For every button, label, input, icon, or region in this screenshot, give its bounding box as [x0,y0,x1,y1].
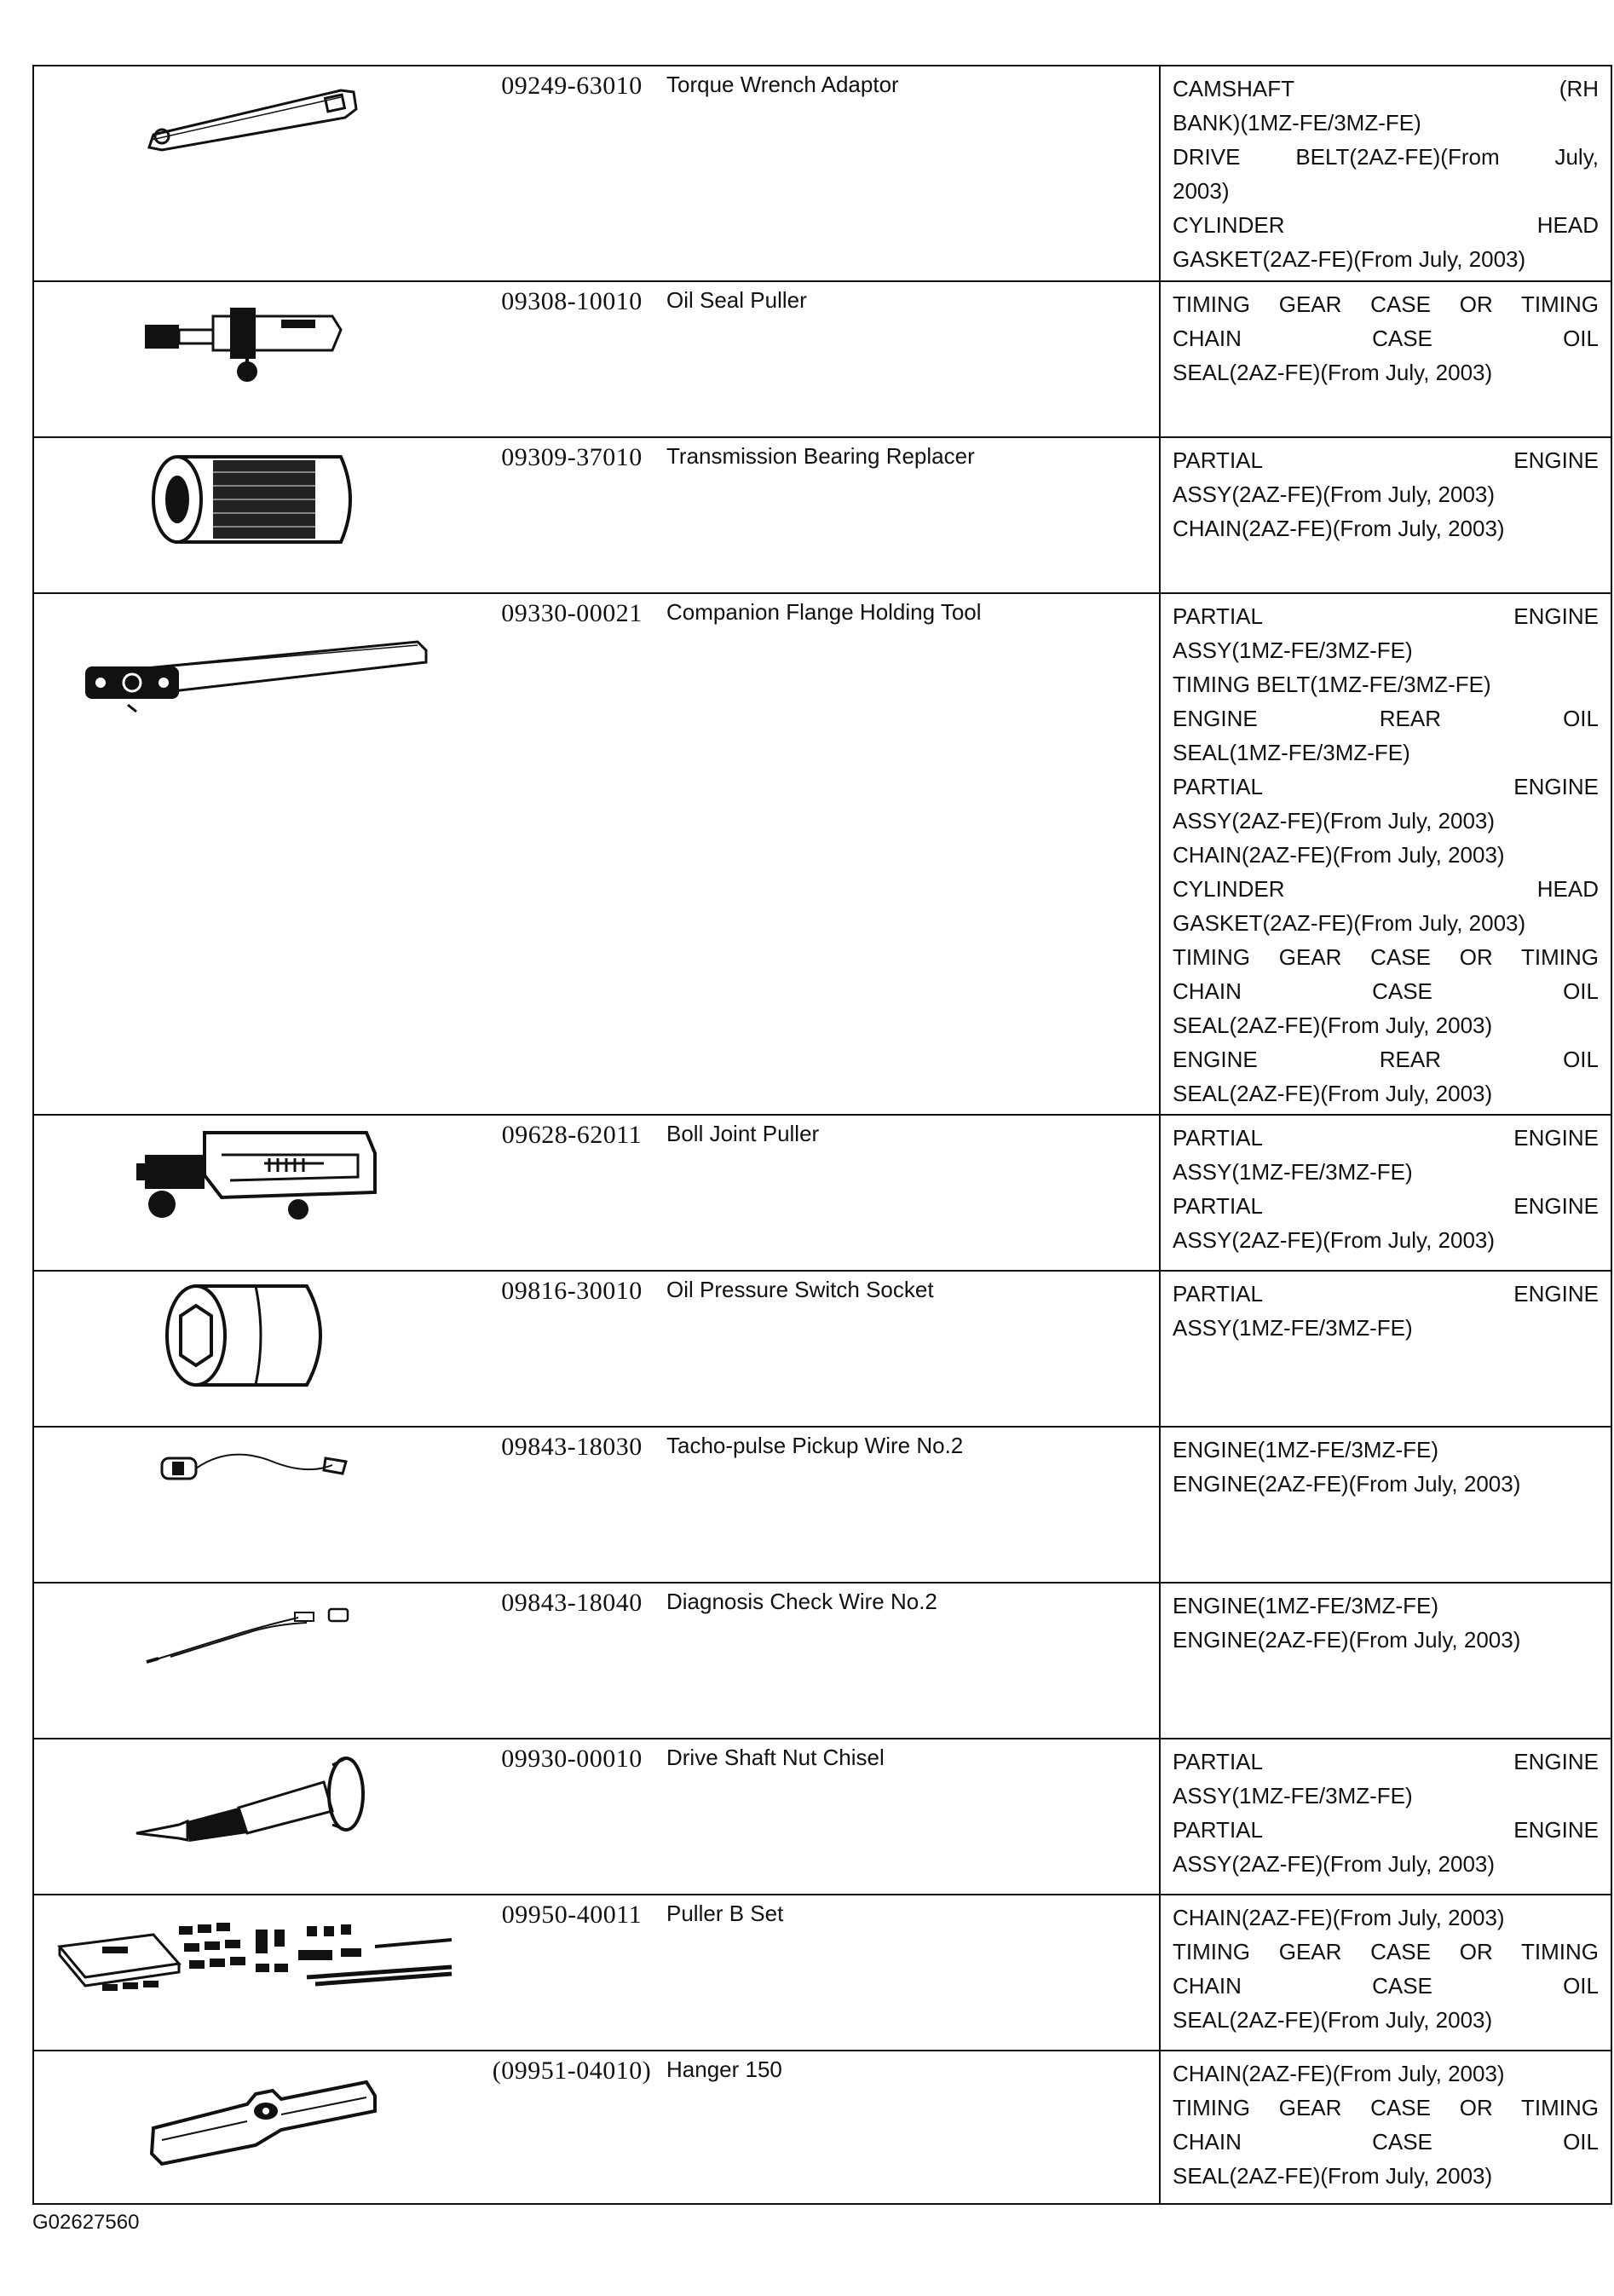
chisel-icon [111,1739,401,1867]
tool-illustration [33,2051,477,2204]
application-line: ENGINE REAR OIL [1173,1047,1599,1072]
applications [1160,1115,1611,1271]
part-number: 09816-30010 [477,1271,666,1427]
tool-illustration [33,1895,477,2051]
application-line: ASSY(1MZ-FE/3MZ-FE) [1173,1159,1413,1185]
application-line: CHAIN(2AZ-FE)(From July, 2003) [1173,1905,1505,1930]
tool-illustration [33,1271,477,1427]
table-row [33,1115,1611,1271]
bearing-replacer-icon [128,438,383,557]
application-line: SEAL(1MZ-FE/3MZ-FE) [1173,740,1410,765]
tool-illustration [33,281,477,437]
tool-name: Tacho-pulse Pickup Wire No.2 [666,1427,1160,1583]
part-number: 09843-18030 [477,1427,666,1583]
application-line: CHAIN CASE OIL [1173,2129,1599,2155]
part-number: 09930-00010 [477,1739,666,1895]
application-line: TIMING GEAR CASE OR TIMING [1173,291,1599,317]
application-line: CYLINDER HEAD [1173,212,1599,238]
application-line: CHAIN(2AZ-FE)(From July, 2003) [1173,516,1505,541]
application-line: TIMING GEAR CASE OR TIMING [1173,944,1599,970]
application-line: DRIVE BELT(2AZ-FE)(From July, [1173,144,1599,170]
applications [1160,437,1611,593]
application-line: SEAL(2AZ-FE)(From July, 2003) [1173,360,1493,385]
part-number: 09309-37010 [477,437,666,593]
applications [1160,1739,1611,1895]
table-row [33,437,1611,593]
application-line: SEAL(2AZ-FE)(From July, 2003) [1173,2163,1493,2189]
tool-name: Puller B Set [666,1895,1160,2051]
application-line: CHAIN CASE OIL [1173,978,1599,1004]
tool-name: Companion Flange Holding Tool [666,593,1160,1115]
tool-illustration [33,1583,477,1739]
puller-set-icon [51,1895,460,2015]
applications [1160,1583,1611,1739]
table-row [33,1895,1611,2051]
application-line: ASSY(2AZ-FE)(From July, 2003) [1173,482,1496,507]
tool-name: Diagnosis Check Wire No.2 [666,1583,1160,1739]
applications [1160,1271,1611,1427]
part-number: (09951-04010) [477,2051,666,2204]
application-line: 2003) [1173,178,1230,204]
applications [1160,1427,1611,1583]
tool-illustration [33,66,477,281]
application-line: ASSY(2AZ-FE)(From July, 2003) [1173,1227,1496,1253]
table-row [33,593,1611,1115]
application-line: ASSY(1MZ-FE/3MZ-FE) [1173,637,1413,663]
application-line: SEAL(2AZ-FE)(From July, 2003) [1173,2007,1493,2033]
application-line: ASSY(2AZ-FE)(From July, 2003) [1173,1851,1496,1877]
oil-seal-puller-icon [128,282,383,393]
application-line: ENGINE(2AZ-FE)(From July, 2003) [1173,1471,1521,1497]
applications [1160,281,1611,437]
table-row [33,1583,1611,1739]
table-row [33,281,1611,437]
application-line: TIMING GEAR CASE OR TIMING [1173,2095,1599,2120]
application-line: ASSY(1MZ-FE/3MZ-FE) [1173,1783,1413,1809]
table-row [33,66,1611,281]
application-line: ASSY(1MZ-FE/3MZ-FE) [1173,1315,1413,1341]
part-number: 09308-10010 [477,281,666,437]
application-line: PARTIAL ENGINE [1173,1281,1599,1307]
applications [1160,66,1611,281]
application-line: PARTIAL ENGINE [1173,447,1599,473]
tool-name: Oil Pressure Switch Socket [666,1271,1160,1427]
part-number: 09628-62011 [477,1115,666,1271]
tool-illustration [33,437,477,593]
tool-name: Torque Wrench Adaptor [666,66,1160,281]
application-line: CAMSHAFT (RH [1173,76,1599,101]
table-row [33,1739,1611,1895]
application-line: ENGINE(1MZ-FE/3MZ-FE) [1173,1593,1438,1618]
tool-illustration [33,1115,477,1271]
application-line: SEAL(2AZ-FE)(From July, 2003) [1173,1081,1493,1106]
tool-name: Drive Shaft Nut Chisel [666,1739,1160,1895]
part-number: 09950-40011 [477,1895,666,2051]
tool-name: Oil Seal Puller [666,281,1160,437]
tool-name: Boll Joint Puller [666,1115,1160,1271]
table-row [33,1271,1611,1427]
application-line: SEAL(2AZ-FE)(From July, 2003) [1173,1012,1493,1038]
applications [1160,593,1611,1115]
hanger-icon [128,2051,383,2179]
tool-name: Hanger 150 [666,2051,1160,2204]
application-line: PARTIAL ENGINE [1173,603,1599,629]
application-line: BANK)(1MZ-FE/3MZ-FE) [1173,110,1421,136]
figure-code: G02627560 [32,2211,140,2234]
application-line: GASKET(2AZ-FE)(From July, 2003) [1173,246,1526,272]
application-line: ENGINE(2AZ-FE)(From July, 2003) [1173,1627,1521,1653]
application-line: GASKET(2AZ-FE)(From July, 2003) [1173,910,1526,936]
torque-wrench-adaptor-icon [128,66,383,169]
special-service-tools-table [32,65,1612,2205]
application-line: PARTIAL ENGINE [1173,1125,1599,1151]
tool-illustration [33,1427,477,1583]
application-line: ASSY(2AZ-FE)(From July, 2003) [1173,808,1496,834]
applications [1160,2051,1611,2204]
application-line: CHAIN CASE OIL [1173,1973,1599,1999]
application-line: TIMING BELT(1MZ-FE/3MZ-FE) [1173,672,1491,697]
pickup-wire-icon [145,1428,366,1504]
table-row [33,1427,1611,1583]
application-line: CHAIN CASE OIL [1173,326,1599,351]
flange-holding-tool-icon [68,620,443,722]
application-line: ENGINE(1MZ-FE/3MZ-FE) [1173,1437,1438,1462]
part-number: 09330-00021 [477,593,666,1115]
tool-name: Transmission Bearing Replacer [666,437,1160,593]
application-line: PARTIAL ENGINE [1173,774,1599,799]
check-wire-icon [128,1584,383,1677]
application-line: PARTIAL ENGINE [1173,1749,1599,1774]
part-number: 09843-18040 [477,1583,666,1739]
part-number: 09249-63010 [477,66,666,281]
application-line: PARTIAL ENGINE [1173,1193,1599,1219]
applications [1160,1895,1611,2051]
ball-joint-puller-icon [119,1116,392,1235]
application-line: ENGINE REAR OIL [1173,706,1599,731]
table-row [33,2051,1611,2204]
application-line: PARTIAL ENGINE [1173,1817,1599,1843]
tool-illustration [33,1739,477,1895]
application-line: CHAIN(2AZ-FE)(From July, 2003) [1173,2061,1505,2086]
application-line: TIMING GEAR CASE OR TIMING [1173,1939,1599,1964]
application-line: CHAIN(2AZ-FE)(From July, 2003) [1173,842,1505,868]
tool-illustration [33,593,477,1115]
socket-icon [145,1272,366,1399]
application-line: CYLINDER HEAD [1173,876,1599,902]
